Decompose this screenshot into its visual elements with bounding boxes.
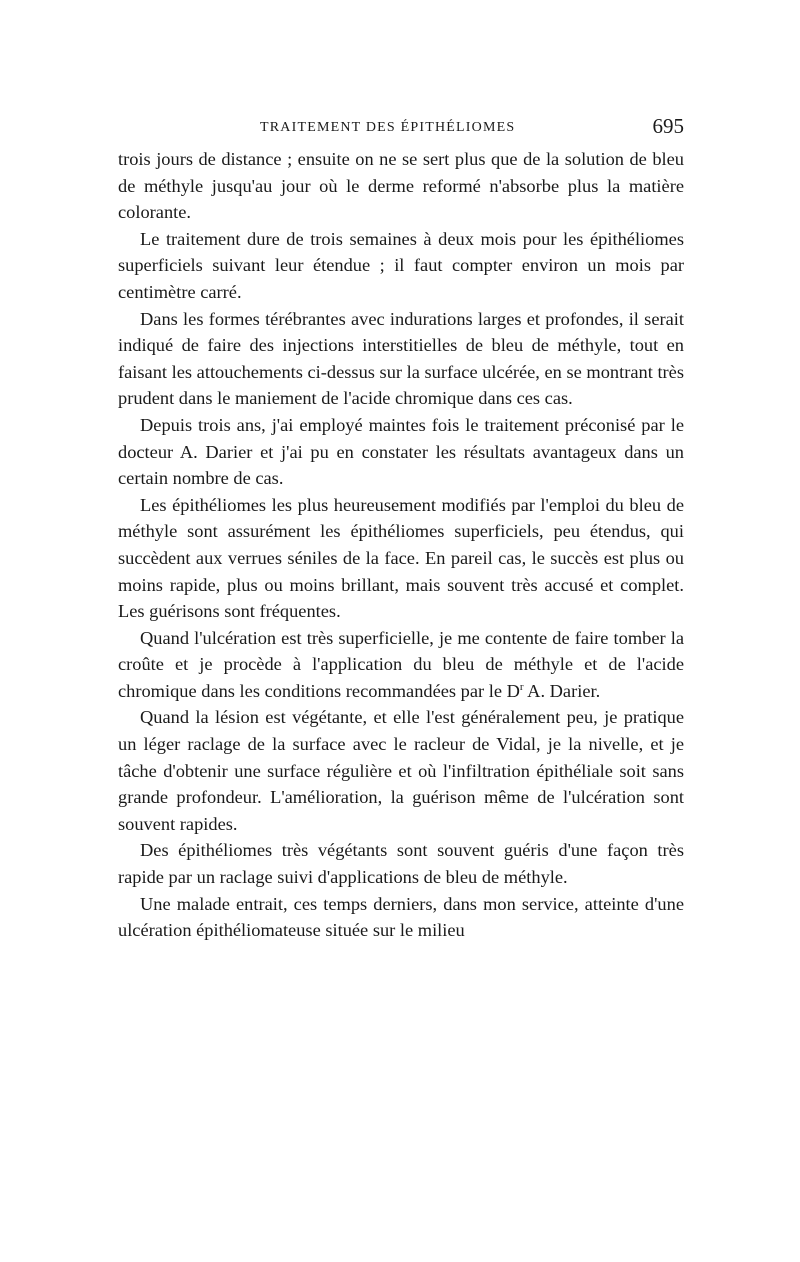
paragraph: Depuis trois ans, j'ai employé maintes fois le traitement préconisé par le docteur A. Darier et j'ai pu en constater les résultats avantageux dans un certain nombre de cas. bbox=[118, 414, 684, 489]
paragraph bbox=[118, 625, 684, 705]
paragraph: Des épithéliomes très végétants sont souvent guéris d'une façon très rapide par un raclage suivi d'applications de bleu de méthyle. bbox=[118, 840, 684, 888]
paragraph: Une malade entrait, ces temps derniers, dans mon service, atteinte d'une ulcération épithéliomateuse située sur le milieu bbox=[118, 893, 684, 941]
running-title: TRAITEMENT DES ÉPITHÉLIOMES bbox=[260, 120, 516, 135]
paragraph-text: A. Darier. bbox=[523, 680, 601, 701]
paragraph: Dans les formes térébrantes avec indurations larges et profondes, il serait indiqué de faire des injections interstitielles de bleu de méthyle, tout en faisant les attouchements ci-dessus sur la surface ulcérée, en se montrant très prudent dans le maniement de l'acide chromique dans ces cas. bbox=[118, 308, 684, 409]
paragraph: Les épithéliomes les plus heureusement modifiés par l'emploi du bleu de méthyle sont assurément les épithéliomes superficiels, peu étendus, qui succèdent aux verrues séniles de la face. En pareil cas, le succès est plus ou moins rapide, plus ou moins brillant, mais souvent très accusé et complet. Les guérisons sont fréquentes. bbox=[118, 494, 684, 622]
superscript: r bbox=[519, 680, 524, 693]
paragraph-continuation: trois jours de distance ; ensuite on ne se sert plus que de la solution de bleu de méthyle jusqu'au jour où le derme reformé n'absorbe plus la matière colorante. bbox=[118, 149, 684, 223]
paragraph: Le traitement dure de trois semaines à deux mois pour les épithéliomes superficiels suivant leur étendue ; il faut compter environ un mois par centimètre carré. bbox=[118, 228, 684, 302]
book-page bbox=[118, 112, 684, 944]
running-head bbox=[118, 112, 684, 146]
paragraph: Quand la lésion est végétante, et elle l'est généralement peu, je pratique un léger raclage de la surface avec le racleur de Vidal, je la nivelle, et je tâche d'obtenir une surface régulière et où l'infiltration épithéliale soit sans grande profondeur. L'amélioration, la guérison même de l'ulcération sont souvent rapides. bbox=[118, 707, 684, 834]
paragraph-text: Quand l'ulcération est très superficielle, je me contente de faire tomber la croûte et je procède à l'application du bleu de méthyle et de l'acide chromique dans les conditions recommandées par le D bbox=[118, 627, 684, 701]
page-number: 695 bbox=[652, 114, 684, 138]
body-text bbox=[118, 146, 684, 944]
